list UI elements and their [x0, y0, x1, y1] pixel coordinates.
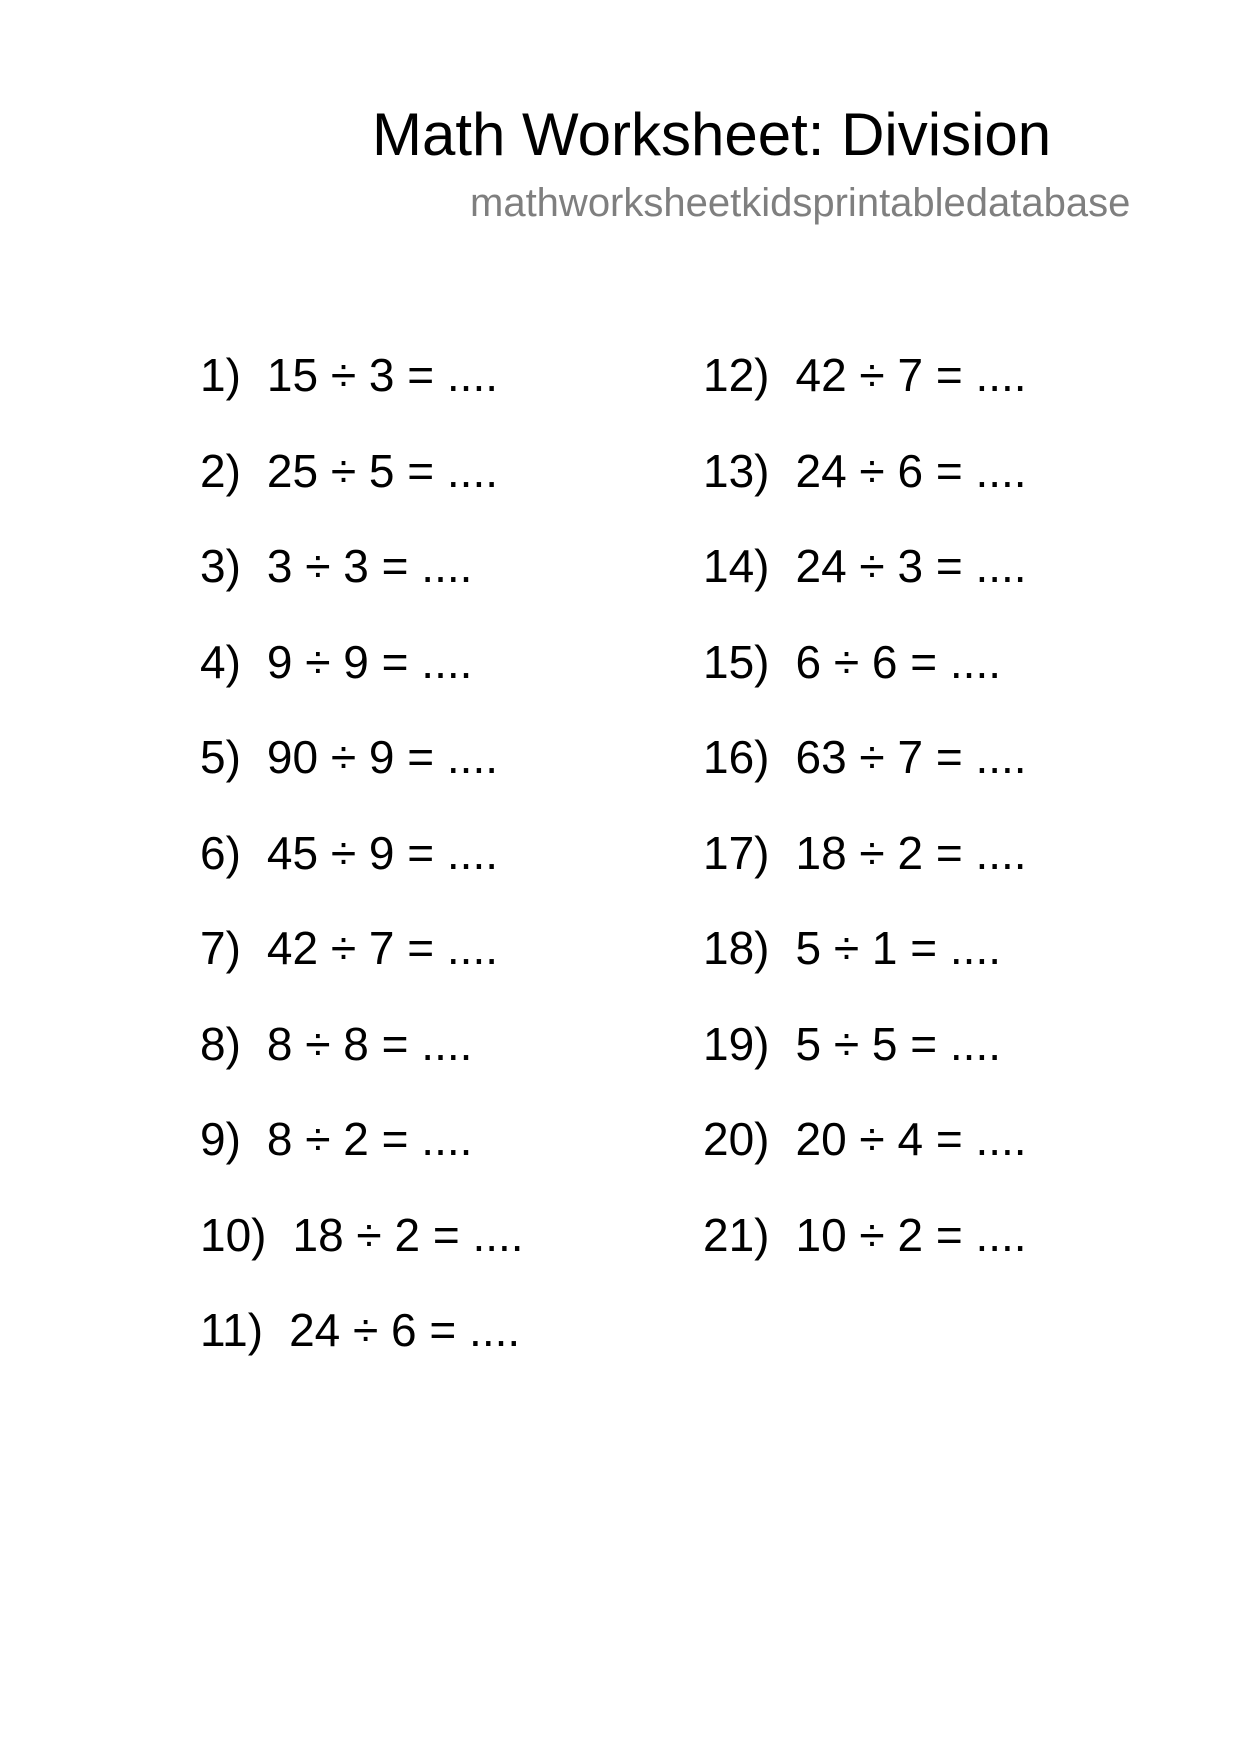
- problem-expression: 90 ÷ 9 = ....: [266, 731, 499, 783]
- worksheet-source: mathworksheetkidsprintabledatabase: [470, 181, 1131, 225]
- problem-11: [200, 1303, 524, 1399]
- problem-expression: 20 ÷ 4 = ....: [795, 1113, 1027, 1165]
- problem-19: [703, 1017, 1027, 1113]
- problems-right-column: [703, 348, 1027, 1303]
- problem-expression: 24 ÷ 3 = ....: [795, 540, 1027, 592]
- problem-number: 1): [200, 349, 241, 401]
- problem-number: 8): [200, 1017, 241, 1070]
- problem-number: 9): [200, 1113, 241, 1165]
- problem-number: 4): [200, 635, 241, 688]
- problem-expression: 24 ÷ 6 = ....: [795, 444, 1027, 497]
- problem-number: 7): [200, 922, 241, 974]
- problem-5: [200, 730, 524, 826]
- problem-number: 11): [200, 1304, 264, 1356]
- problem-expression: 15 ÷ 3 = ....: [266, 349, 499, 401]
- problem-number: 10): [200, 1208, 267, 1261]
- problem-14: [703, 539, 1027, 635]
- problems-left-column: [200, 348, 524, 1399]
- problem-expression: 42 ÷ 7 = ....: [266, 922, 499, 974]
- problem-18: [703, 921, 1027, 1017]
- problem-expression: 8 ÷ 2 = ....: [266, 1113, 473, 1165]
- problem-expression: 63 ÷ 7 = ....: [795, 731, 1027, 783]
- problem-2: [200, 444, 524, 540]
- problem-9: [200, 1112, 524, 1208]
- problem-number: 21): [703, 1208, 770, 1261]
- problem-expression: 8 ÷ 8 = ....: [266, 1017, 473, 1070]
- problem-expression: 45 ÷ 9 = ....: [266, 826, 499, 879]
- problem-number: 2): [200, 444, 241, 497]
- problem-number: 6): [200, 826, 241, 879]
- problem-15: [703, 635, 1027, 731]
- problem-number: 3): [200, 540, 241, 592]
- problem-number: 13): [703, 444, 770, 497]
- problem-expression: 3 ÷ 3 = ....: [266, 540, 473, 592]
- problem-4: [200, 635, 524, 731]
- problem-number: 20): [703, 1113, 770, 1165]
- problem-expression: 5 ÷ 5 = ....: [795, 1017, 1002, 1070]
- problem-12: [703, 348, 1027, 444]
- problem-number: 15): [703, 635, 770, 688]
- problem-number: 18): [703, 922, 770, 974]
- problem-number: 17): [703, 826, 770, 879]
- problem-16: [703, 730, 1027, 826]
- problem-10: [200, 1208, 524, 1304]
- problem-expression: 25 ÷ 5 = ....: [266, 444, 499, 497]
- problem-6: [200, 826, 524, 922]
- problem-expression: 18 ÷ 2 = ....: [795, 826, 1027, 879]
- problem-number: 5): [200, 731, 241, 783]
- problem-expression: 9 ÷ 9 = ....: [266, 635, 473, 688]
- problem-number: 14): [703, 540, 770, 592]
- problem-expression: 24 ÷ 6 = ....: [289, 1304, 521, 1356]
- problem-expression: 10 ÷ 2 = ....: [795, 1208, 1027, 1261]
- problem-21: [703, 1208, 1027, 1304]
- problem-17: [703, 826, 1027, 922]
- problem-13: [703, 444, 1027, 540]
- problem-3: [200, 539, 524, 635]
- problem-expression: 42 ÷ 7 = ....: [795, 349, 1027, 401]
- worksheet-title: Math Worksheet: Division: [372, 101, 1052, 168]
- problem-number: 19): [703, 1017, 770, 1070]
- problem-number: 16): [703, 731, 770, 783]
- problem-8: [200, 1017, 524, 1113]
- problem-number: 12): [703, 349, 770, 401]
- problem-7: [200, 921, 524, 1017]
- problem-expression: 18 ÷ 2 = ....: [292, 1208, 524, 1261]
- problem-1: [200, 348, 524, 444]
- problem-expression: 6 ÷ 6 = ....: [795, 635, 1002, 688]
- problem-20: [703, 1112, 1027, 1208]
- problem-expression: 5 ÷ 1 = ....: [795, 922, 1002, 974]
